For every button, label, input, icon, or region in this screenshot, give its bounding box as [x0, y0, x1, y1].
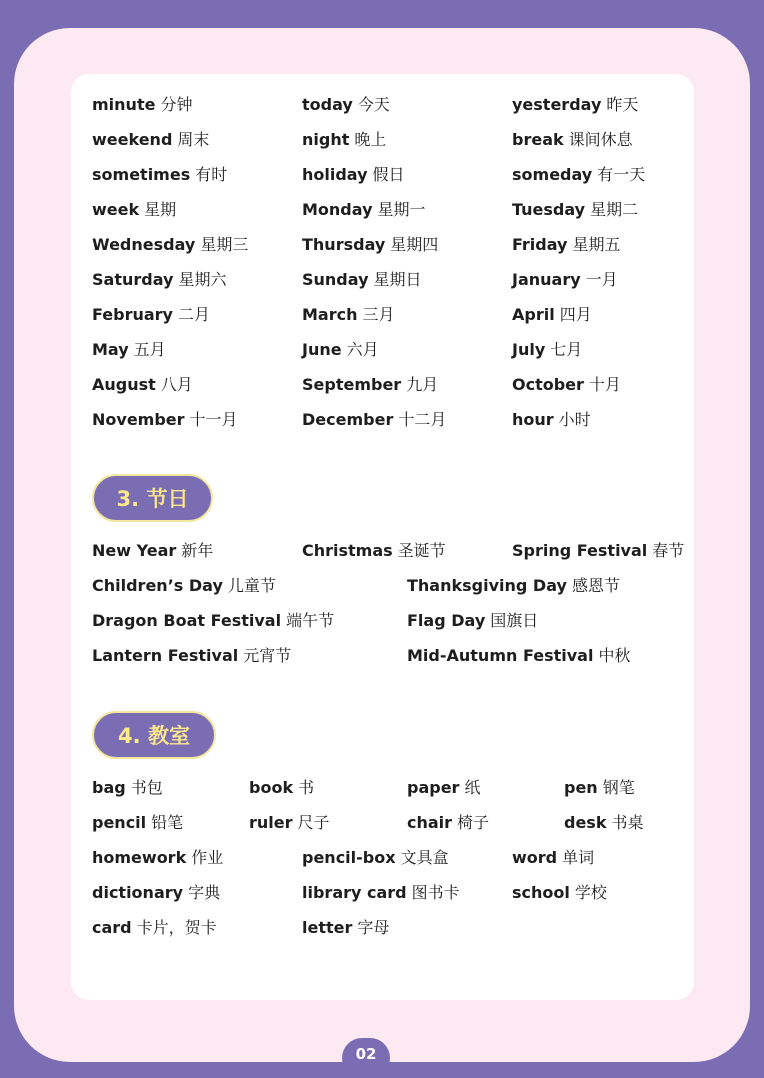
word-entry: book 书 — [249, 778, 315, 797]
word-entry: October 十月 — [512, 375, 621, 394]
word-entry: Christmas 圣诞节 — [302, 541, 446, 560]
word-entry: night 晚上 — [302, 130, 387, 149]
section-heading-classroom: 4. 教室 — [92, 711, 216, 759]
word-entry: Thursday 星期四 — [302, 235, 439, 254]
word-entry: Children’s Day 儿童节 — [92, 576, 276, 595]
word-entry: school 学校 — [512, 883, 607, 902]
word-entry: August 八月 — [92, 375, 193, 394]
word-entry: Mid-Autumn Festival 中秋 — [407, 646, 631, 665]
word-entry: January 一月 — [512, 270, 618, 289]
word-entry: pencil-box 文具盒 — [302, 848, 449, 867]
word-entry: yesterday 昨天 — [512, 95, 639, 114]
word-entry: dictionary 字典 — [92, 883, 221, 902]
word-entry: Flag Day 国旗日 — [407, 611, 539, 630]
word-entry: library card 图书卡 — [302, 883, 460, 902]
word-entry: Spring Festival 春节 — [512, 541, 685, 560]
word-entry: weekend 周末 — [92, 130, 210, 149]
word-entry: homework 作业 — [92, 848, 224, 867]
word-entry: someday 有一天 — [512, 165, 646, 184]
word-entry: holiday 假日 — [302, 165, 405, 184]
word-entry: today 今天 — [302, 95, 390, 114]
word-entry: July 七月 — [512, 340, 583, 359]
word-entry: December 十二月 — [302, 410, 447, 429]
word-entry: break 课间休息 — [512, 130, 633, 149]
word-entry: ruler 尺子 — [249, 813, 330, 832]
word-entry: week 星期 — [92, 200, 177, 219]
word-entry: bag 书包 — [92, 778, 163, 797]
word-entry: word 单词 — [512, 848, 595, 867]
word-entry: Thanksgiving Day 感恩节 — [407, 576, 620, 595]
word-entry: March 三月 — [302, 305, 395, 324]
word-entry: New Year 新年 — [92, 541, 214, 560]
word-entry: minute 分钟 — [92, 95, 193, 114]
word-entry: letter 字母 — [302, 918, 390, 937]
word-entry: paper 纸 — [407, 778, 481, 797]
word-entry: hour 小时 — [512, 410, 591, 429]
word-entry: September 九月 — [302, 375, 439, 394]
word-entry: Sunday 星期日 — [302, 270, 422, 289]
word-entry: sometimes 有时 — [92, 165, 228, 184]
word-entry: desk 书桌 — [564, 813, 644, 832]
word-entry: pen 钢笔 — [564, 778, 635, 797]
word-entry: Lantern Festival 元宵节 — [92, 646, 292, 665]
word-entry: Tuesday 星期二 — [512, 200, 639, 219]
word-entry: chair 椅子 — [407, 813, 490, 832]
word-entry: April 四月 — [512, 305, 592, 324]
word-entry: Dragon Boat Festival 端午节 — [92, 611, 335, 630]
page-number: 02 — [342, 1038, 390, 1078]
word-entry: card 卡片，贺卡 — [92, 918, 217, 937]
section-heading-festivals: 3. 节日 — [92, 474, 213, 522]
word-entry: Friday 星期五 — [512, 235, 621, 254]
word-entry: pencil 铅笔 — [92, 813, 184, 832]
word-entry: February 二月 — [92, 305, 210, 324]
word-entry: November 十一月 — [92, 410, 238, 429]
word-entry: Wednesday 星期三 — [92, 235, 249, 254]
word-entry: June 六月 — [302, 340, 379, 359]
word-entry: Saturday 星期六 — [92, 270, 227, 289]
word-entry: May 五月 — [92, 340, 166, 359]
word-entry: Monday 星期一 — [302, 200, 426, 219]
